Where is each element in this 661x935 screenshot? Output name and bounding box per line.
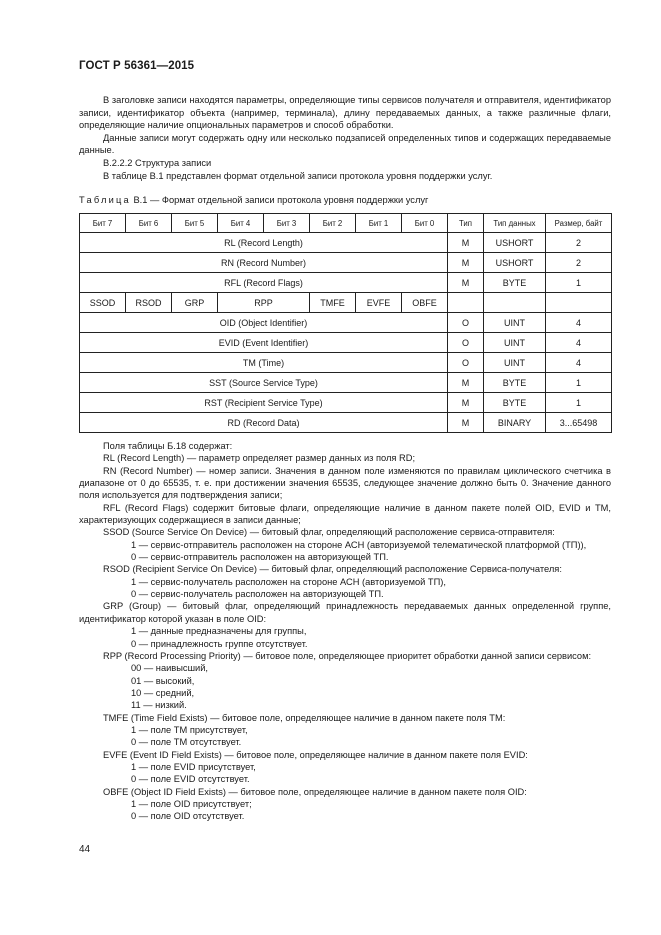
- text-line: 1 — поле TM присутствует,: [131, 724, 248, 735]
- header-cell: Бит 3: [264, 214, 310, 233]
- type-cell: M: [448, 413, 484, 433]
- type-cell: M: [448, 373, 484, 393]
- empty-cell: [546, 293, 612, 313]
- flags-row: [80, 293, 612, 313]
- table-row: [80, 413, 612, 433]
- size-cell: 1: [546, 393, 612, 413]
- field-name-cell: TM (Time): [80, 353, 448, 373]
- section-heading: В.2.2.2 Структура записи: [103, 157, 212, 168]
- table-row: [80, 233, 612, 253]
- field-descriptions: [79, 440, 611, 823]
- flag-cell: EVFE: [356, 293, 402, 313]
- size-cell: 3...65498: [546, 413, 612, 433]
- datatype-cell: BYTE: [484, 373, 546, 393]
- intro-paragraph: Данные записи могут содержать одну или несколько подзаписей определенных типов и содержащих передаваемые данные.: [79, 132, 611, 156]
- type-cell: M: [448, 253, 484, 273]
- header-cell: Тип: [448, 214, 484, 233]
- table-row: [80, 313, 612, 333]
- empty-cell: [448, 293, 484, 313]
- size-cell: 1: [546, 373, 612, 393]
- flag-cell: SSOD: [80, 293, 126, 313]
- table-caption: [79, 195, 428, 205]
- text-line: 1 — поле EVID присутствует,: [131, 761, 256, 772]
- datatype-cell: USHORT: [484, 233, 546, 253]
- header-cell: Бит 4: [218, 214, 264, 233]
- text-line: OBFE (Object ID Field Exists) — битовое поле, определяющее наличие в данном пакете поля OID:: [103, 786, 527, 797]
- size-cell: 2: [546, 233, 612, 253]
- datatype-cell: UINT: [484, 333, 546, 353]
- intro-paragraph: В заголовке записи находятся параметры, определяющие типы сервисов получателя и отправителя, идентификатор записи, идентификатор объекта (например, терминала), длину передаваемых данных, а также различные флаги, определяющие наличие опциональных параметров и способ обработки.: [79, 95, 611, 131]
- type-cell: M: [448, 273, 484, 293]
- empty-cell: [484, 293, 546, 313]
- text-line: 1 — сервис-получатель расположен на стороне АСН (авторизуемой ТП),: [131, 576, 446, 587]
- flag-cell: GRP: [172, 293, 218, 313]
- record-format-table: [79, 213, 612, 433]
- text-line: 0 — поле OID отсутствует.: [131, 811, 245, 822]
- type-cell: M: [448, 233, 484, 253]
- text-line: RFL (Record Flags) содержит битовые флаги, определяющие наличие в данном пакете полей OID, EVID и TM, характеризующих содержащиеся в записи данные;: [79, 502, 611, 526]
- text-line: 01 — высокий,: [131, 675, 195, 686]
- field-name-cell: RD (Record Data): [80, 413, 448, 433]
- header-cell: Тип данных: [484, 214, 546, 233]
- datatype-cell: USHORT: [484, 253, 546, 273]
- header-cell: Размер, байт: [546, 214, 612, 233]
- text-line: 00 — наивысший,: [131, 663, 208, 674]
- intro-paragraph: В таблице В.1 представлен формат отдельной записи протокола уровня поддержки услуг.: [103, 170, 493, 181]
- intro-text: [79, 94, 611, 182]
- field-name-cell: RL (Record Length): [80, 233, 448, 253]
- datatype-cell: BINARY: [484, 413, 546, 433]
- text-line: RSOD (Recipient Service On Device) — битовый флаг, определяющий расположение Сервиса-получателя:: [103, 564, 562, 575]
- text-line: SSOD (Source Service On Device) — битовый флаг, определяющий расположение сервиса-отправителя:: [103, 527, 555, 538]
- size-cell: 4: [546, 353, 612, 373]
- size-cell: 2: [546, 253, 612, 273]
- datatype-cell: UINT: [484, 353, 546, 373]
- flag-cell: OBFE: [402, 293, 448, 313]
- type-cell: O: [448, 353, 484, 373]
- text-line: 10 — средний,: [131, 687, 195, 698]
- text-line: RL (Record Length) — параметр определяет размер данных из поля RD;: [103, 453, 416, 464]
- table-caption-prefix: Таблица: [79, 195, 131, 205]
- header-cell: Бит 0: [402, 214, 448, 233]
- table-header-row: [80, 214, 612, 233]
- type-cell: O: [448, 313, 484, 333]
- datatype-cell: BYTE: [484, 273, 546, 293]
- text-line: 0 — поле EVID отсутствует.: [131, 774, 250, 785]
- text-line: GRP (Group) — битовый флаг, определяющий принадлежность передаваемых данных определенной группе, идентификатор которой указан в поле OID:: [79, 601, 611, 624]
- header-cell: Бит 6: [126, 214, 172, 233]
- text-line: Поля таблицы Б.18 содержат:: [103, 441, 233, 451]
- table-row: [80, 373, 612, 393]
- header-cell: Бит 7: [80, 214, 126, 233]
- field-name-cell: OID (Object Identifier): [80, 313, 448, 333]
- text-line: 0 — сервис-отправитель расположен на авторизующей ТП.: [131, 552, 389, 563]
- table-row: [80, 393, 612, 413]
- text-line: TMFE (Time Field Exists) — битовое поле, определяющее наличие в данном пакете поля TM:: [103, 712, 506, 723]
- text-line: 1 — поле OID присутствует;: [131, 798, 252, 809]
- text-line: 0 — поле TM отсутствует.: [131, 737, 242, 748]
- flag-cell: TMFE: [310, 293, 356, 313]
- table-row: [80, 273, 612, 293]
- header-cell: Бит 2: [310, 214, 356, 233]
- text-line: 11 — низкий.: [131, 700, 187, 711]
- text-line: RN (Record Number) — номер записи. Значения в данном поле изменяются по правилам циклического счетчика в диапазоне от 0 до 65535, т. е. при достижении значения 65535, следующее значение должно быть 0. Значение данного поля используется для подтверждения записи;: [79, 465, 611, 501]
- field-name-cell: RFL (Record Flags): [80, 273, 448, 293]
- field-name-cell: SST (Source Service Type): [80, 373, 448, 393]
- field-name-cell: EVID (Event Identifier): [80, 333, 448, 353]
- table-row: [80, 353, 612, 373]
- size-cell: 4: [546, 313, 612, 333]
- text-line: 1 — данные предназначены для группы,: [131, 626, 307, 637]
- header-cell: Бит 5: [172, 214, 218, 233]
- table-row: [80, 333, 612, 353]
- header-cell: Бит 1: [356, 214, 402, 233]
- flag-cell: RSOD: [126, 293, 172, 313]
- text-line: RPP (Record Processing Priority) — битовое поле, определяющее приоритет обработки данной записи сервисом:: [103, 650, 592, 661]
- field-name-cell: RST (Recipient Service Type): [80, 393, 448, 413]
- datatype-cell: UINT: [484, 313, 546, 333]
- table-row: [80, 253, 612, 273]
- type-cell: O: [448, 333, 484, 353]
- size-cell: 4: [546, 333, 612, 353]
- text-line: EVFE (Event ID Field Exists) — битовое поле, определяющее наличие в данном пакете поля EVID:: [103, 749, 528, 760]
- text-line: 1 — сервис-отправитель расположен на стороне АСН (авторизуемой телематической платформой (ТП)),: [131, 539, 587, 550]
- text-line: 0 — принадлежность группе отсутствует.: [131, 638, 308, 649]
- text-line: 0 — сервис-получатель расположен на авторизующей ТП.: [131, 589, 384, 600]
- table-caption-text: В.1 — Формат отдельной записи протокола уровня поддержки услуг: [133, 195, 429, 205]
- page-number: 44: [79, 844, 91, 855]
- field-name-cell: RN (Record Number): [80, 253, 448, 273]
- type-cell: M: [448, 393, 484, 413]
- size-cell: 1: [546, 273, 612, 293]
- datatype-cell: BYTE: [484, 393, 546, 413]
- standard-header: ГОСТ Р 56361—2015: [79, 60, 195, 72]
- flag-cell: RPP: [218, 293, 310, 313]
